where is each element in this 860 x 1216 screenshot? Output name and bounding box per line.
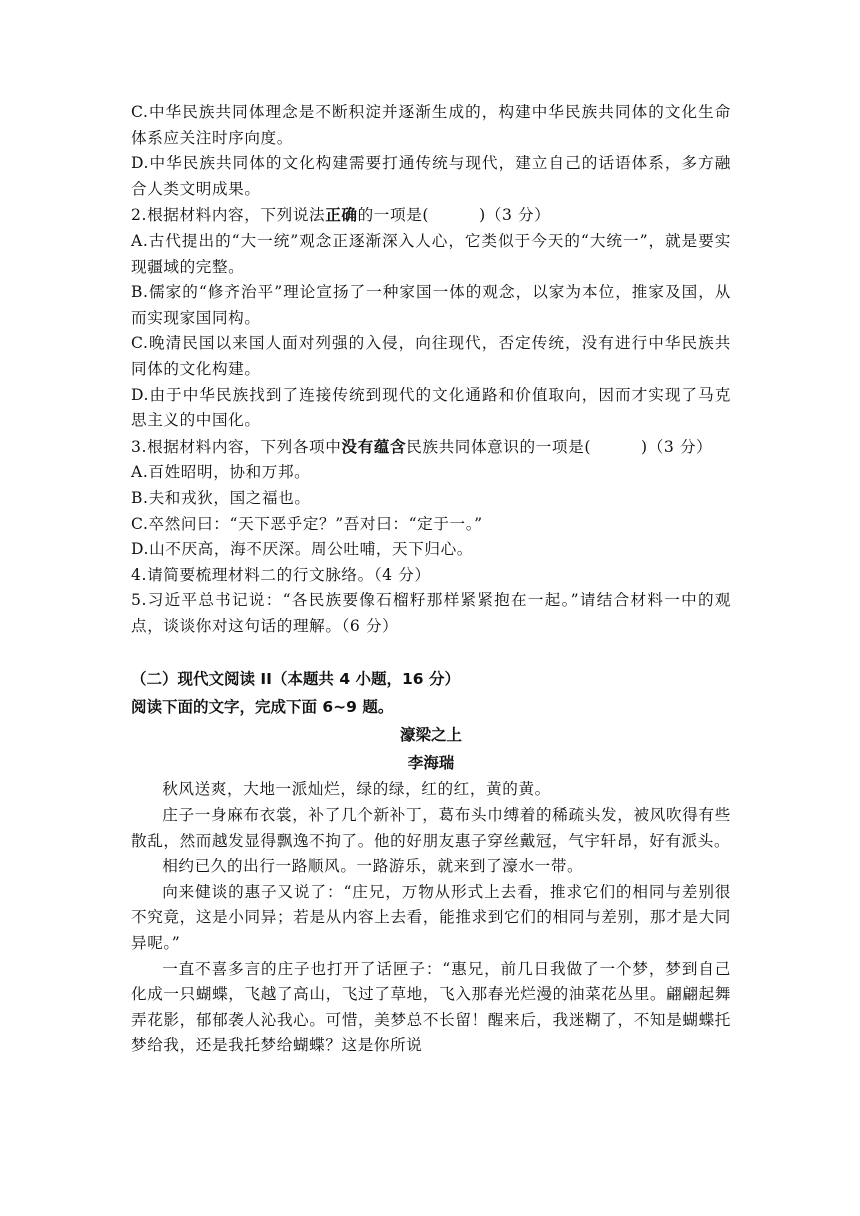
- passage-paragraph: 向来健谈的惠子又说了：“庄兄，万物从形式上去看，推求它们的相同与差别很不究竟，这是小同异；若是从内容上去看，能推求到它们的相同与差别，那才是大同异呢。”: [131, 882, 731, 953]
- q3-option-d: D.山不厌高，海不厌深。周公吐哺，天下归心。: [131, 540, 473, 559]
- q2-stem-end: )（3 分）: [479, 206, 551, 225]
- q3-stem-emphasis: 没有蕴含: [341, 436, 407, 456]
- q3-option-b: B.夫和戎狄，国之福也。: [131, 488, 311, 507]
- q2-option-a: A.古代提出的“大一统”观念正逐渐深入人心，它类似于今天的“大统一”，就是要实现疆域的完整。: [131, 231, 731, 276]
- section-heading: （二）现代文阅读 II（本题共 4 小题，16 分）: [131, 670, 460, 689]
- q2-option-b: B.儒家的“修齐治平”理论宣扬了一种家国一体的观念，以家为本位，推家及国，从而实现家国同构。: [131, 283, 731, 327]
- section-gap: [131, 639, 731, 665]
- q3-stem-suffix: 民族共同体意识的一项是(: [406, 437, 592, 456]
- passage-title: 濠梁之上: [399, 726, 462, 745]
- q2-stem-prefix: 2.根据材料内容，下列说法: [131, 206, 326, 225]
- q2-stem-emphasis: 正确: [325, 205, 358, 225]
- passage-paragraph: 相约已久的出行一路顺风。一路游乐，就来到了濠水一带。: [162, 857, 584, 876]
- passage-paragraph: 一直不喜多言的庄子也打开了话匣子：“惠兄，前几日我做了一个梦，梦到自己化成一只蝴蝶，飞越了高山，飞过了草地，飞入那春光烂漫的油菜花丛里。翩翩起舞弄花影，郁郁袭人沁我心。可惜，美梦总不长留！醒来后，我迷糊了，不知是蝴蝶托梦给我，还是我托梦给蝴蝶？这是你所说: [131, 959, 731, 1055]
- q3-stem-prefix: 3.根据材料内容，下列各项中: [131, 437, 342, 456]
- section-instruction: 阅读下面的文字，完成下面 6~9 题。: [131, 698, 394, 717]
- passage-paragraph: 庄子一身麻布衣裳，补了几个新补丁，葛布头巾缚着的稀疏头发，被风吹得有些散乱，然而越发显得飘逸不拘了。他的好朋友惠子穿丝戴冠，气宇轩昂，好有派头。: [131, 806, 731, 850]
- q5-stem: 5.习近平总书记说：“各民族要像石榴籽那样紧紧抱在一起。”请结合材料一中的观点，谈谈你对这句话的理解。（6 分）: [131, 591, 731, 635]
- q2-stem-suffix: 的一项是(: [357, 206, 430, 225]
- q4-stem: 4.请简要梳理材料二的行文脉络。（4 分）: [131, 565, 431, 584]
- q3-stem-end: )（3 分）: [641, 437, 713, 456]
- q2-stem: [131, 202, 731, 229]
- q2-option-c: C.晚清民国以来国人面对列强的入侵，向往现代，否定传统，没有进行中华民族共同体的文化构建。: [131, 334, 731, 378]
- q3-option-a: A.百姓昭明，协和万邦。: [131, 463, 311, 482]
- q3-option-c: C.卒然问曰：“天下恶乎定？”吾对曰：“定于一。”: [131, 514, 483, 533]
- q3-stem: [131, 434, 731, 461]
- passage-paragraph: 秋风送爽，大地一派灿烂，绿的绿，红的红，黄的黄。: [162, 780, 551, 799]
- exam-page: [131, 100, 731, 1059]
- q1-option-c: C.中华民族共同体理念是不断积淀并逐渐生成的，构建中华民族共同体的文化生命体系应关注时序向度。: [131, 103, 731, 147]
- q2-option-d: D.由于中华民族找到了连接传统到现代的文化通路和价值取向，因而才实现了马克思主义的中国化。: [131, 385, 731, 430]
- q1-option-d: D.中华民族共同体的文化构建需要打通传统与现代，建立自己的话语体系，多方融合人类文明成果。: [131, 154, 731, 198]
- passage-author: 李海瑞: [407, 754, 455, 773]
